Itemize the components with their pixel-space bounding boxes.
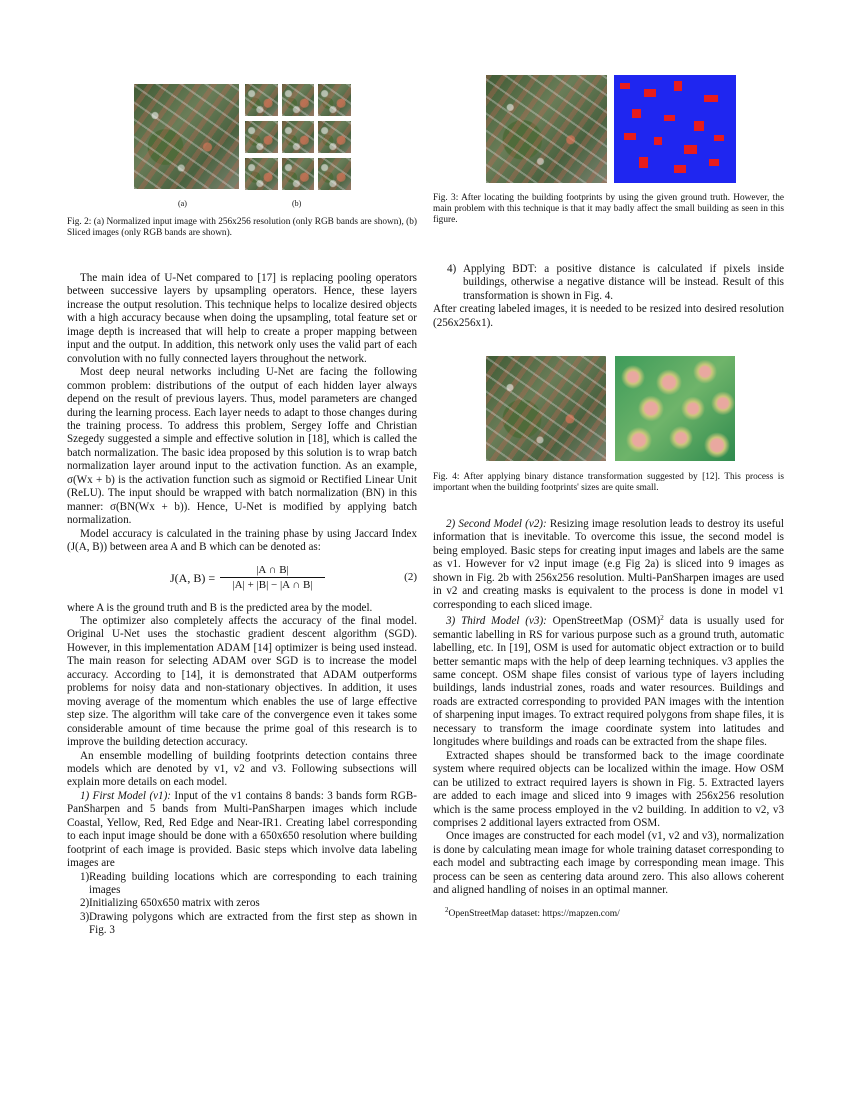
slice-tile <box>282 158 314 190</box>
paragraph-text: Resizing image resolution leads to destroy its useful information that is inevitable. To overcome this issue, the second model is being employed. Basic steps for creating input images and labels are the same as v1. However for v2 input image (e.g Fig 2a) is sliced into 9 images as shown in Fig. 2b with 256x256 resolution. Multi-PanSharpen images are used in v2 and creating masks is equivalent to the process is done in model v1 corresponding to each sliced image. <box>433 518 784 611</box>
list-number: 2) <box>80 897 90 910</box>
paragraph: Model accuracy is calculated in the training phase by using Jaccard Index (J(A, B)) between area A and B which can be denoted as: <box>67 527 417 554</box>
right-body <box>433 518 784 920</box>
paragraph: After creating labeled images, it is needed to be resized into desired resolution (256x256x1). <box>433 303 784 329</box>
subsection-heading: 1) First Model (v1): <box>80 789 171 802</box>
list-text: Initializing 650x650 matrix with zeros <box>89 897 260 910</box>
slice-tile <box>318 84 351 116</box>
paragraph: where A is the ground truth and B is the predicted area by the model. <box>67 601 373 614</box>
paragraph: The main idea of U-Net compared to [17] is replacing pooling operators between successive layers by upsampling operators. Hence, these layers increase the output resolution. This technique helps to localize desired objects with a high accuracy because when doing the upsampling, total feature set or image depth is increased that will help to create a proper mapping between input and the output. In addition, this network only uses the valid part of each convolution with no fully connected layers throughout the network. <box>67 272 417 365</box>
paragraph: Most deep neural networks including U-Net are facing the following common problem: distributions of the output of each hidden layer always depend on the result of previous layers. Thus, model parameters are changed during the learning process. Each layer needs to adapt to those changes during the training process. To address this problem, Sergey Ioffe and Christian Szegedy suggested a simple and effective solution in [18], which is called the batch normalization. The basic idea proposed by this solution is to wrap batch normalization layer around input to the activation function. As an example, σ(Wx + b) is the activation function such as sigmoid or Rectified Linear Unit (ReLU). The input should be wrapped with batch normalization (BN) in this manner: σ(BN(Wx + b)). Hence, U-Net is modified by applying batch normalization. <box>67 366 417 527</box>
equation-fraction <box>220 563 325 593</box>
equation-denominator: |A| + |B| − |A ∩ B| <box>232 578 313 591</box>
paragraph-text: Input of the v1 contains 8 bands: 3 bands form RGB-PanSharpen and 5 bands from Multi-PanSharpen images which include Coastal, Yellow, Red, Red Edge and Near-IR1. Creating label corresponding to each input image should be done with a 650x650 resolution where building footprint of each image is provided. Basic steps which involve data labeling images are <box>67 789 417 870</box>
equation-lhs: J(A, B) = <box>170 570 216 585</box>
fig4-distance-map <box>615 356 735 461</box>
fig2b-label: (b) <box>292 199 302 208</box>
fig3-footprint-mask <box>614 75 736 183</box>
equation-number: (2) <box>404 570 417 583</box>
paragraph-text: data is usually used for semantic labelling in RS for various purpose such as a ground truth, automatic labelling, etc. In [19], OSM is used for automatic object extraction or to build better semantic maps with the help of deep learning techniques. v3 applies the same concept. OSM shape files consist of various type of layers including buildings, lands industrial zones, roads and water resources. Buildings and roads are extracted corresponding to provided PAN images with the intention of sharpening input images. To extract required polygons from shape files, it is necessary to transform the image coordinate system into latitudes and longitudes where buildings and roads can be extracted from the shape files. <box>433 615 784 749</box>
subsection-heading: 2) Second Model (v2): <box>446 518 547 530</box>
paragraph-text: OpenStreetMap (OSM) <box>546 615 661 628</box>
fig4-aerial-image <box>486 356 606 461</box>
list-text: Reading building locations which are corresponding to each training images <box>89 870 417 897</box>
slice-tile <box>245 158 278 190</box>
paragraph: Once images are constructed for each model (v1, v2 and v3), normalization is done by calculating mean image for whole training dataset corresponding to each model and subtracting each image by corresponding mean image. This process can be seen as centering data around zero. This also allows coherent and aligned handling of noises in an optimal manner. <box>433 830 784 897</box>
steps-list <box>67 871 417 938</box>
footnote-text: OpenStreetMap dataset: https://mapzen.com/ <box>448 908 620 919</box>
subsection-heading: 3) Third Model (v3): <box>446 615 547 628</box>
list-number: 4) <box>447 263 457 275</box>
paragraph: Extracted shapes should be transformed back to the image coordinate system where required objects can be localized within the image. How OSM can be utilized to extract required layers is shown in Fig. 5. Extracted layers are added to each image and sliced into 9 images with 256x256 resolution which is the same process employed in the v2 building. In addition to v2, v3 comprises 2 additional layers extracted from OSM. <box>433 749 784 829</box>
footnote <box>433 904 784 920</box>
slice-tile <box>318 121 351 153</box>
list-text: Drawing polygons which are extracted from the first step as shown in Fig. 3 <box>89 910 417 937</box>
slice-tile <box>282 84 314 116</box>
fig4-caption: Fig. 4: After applying binary distance transformation suggested by [12]. This process is important when the building footprints' sizes are quite small. <box>433 472 784 493</box>
paragraph: An ensemble modelling of building footprints detection contains three models which are denoted by v1, v2 and v3. Following subsections will explain more details on each model. <box>67 749 417 789</box>
paragraph <box>433 612 784 750</box>
right-top-body <box>433 263 784 330</box>
footnote-number: 2 <box>445 905 449 914</box>
fig2a-label: (a) <box>178 199 187 208</box>
jaccard-equation <box>67 562 417 596</box>
fig3-caption: Fig. 3: After locating the building footprints by using the given ground truth. However, the main problem with this technique is that it may badly affect the small building as seen in this figure. <box>433 193 784 225</box>
steps-list-continued <box>433 263 784 303</box>
list-item <box>67 911 417 938</box>
list-item <box>67 871 417 898</box>
paragraph <box>67 790 417 871</box>
slice-tile <box>245 84 278 116</box>
equation-numerator: |A ∩ B| <box>220 563 325 578</box>
fig2a-aerial-image <box>134 84 239 189</box>
list-item <box>433 263 784 303</box>
footnote-marker: 2 <box>660 614 664 623</box>
slice-tile <box>245 121 278 153</box>
fig2-caption: Fig. 2: (a) Normalized input image with 256x256 resolution (only RGB bands are shown), (b) Sliced images (only RGB bands are shown). <box>67 217 417 238</box>
list-item <box>67 897 417 910</box>
slice-tile <box>282 121 314 153</box>
left-body <box>67 272 417 938</box>
slice-tile <box>318 158 351 190</box>
list-text: Applying BDT: a positive distance is calculated if pixels inside buildings, otherwise a negative distance will be instead. Result of this transformation is shown in Fig. 4. <box>463 263 784 302</box>
fig3-aerial-image <box>486 75 607 183</box>
fig2b-sliced-grid <box>245 84 351 190</box>
paragraph <box>433 518 784 612</box>
list-number: 1) <box>80 870 90 883</box>
list-number: 3) <box>80 910 90 923</box>
paragraph: The optimizer also completely affects the accuracy of the final model. Original U-Net uses the stochastic gradient descent algorithm (SGD). However, in this implementation ADAM [14] optimizer is being used instead. The main reason for selecting ADAM over SGD is to increase the model accuracy. According to [14], it is demonstrated that ADAM outperforms problems for noisy data and non-stationary objectives. In addition, it uses moving average of the momentum which enables the use of large effective step size. The algorithm will take care of the convergence even it takes some considerable amount of time because the prime goal of this research is to improve the building detection accuracy. <box>67 614 417 749</box>
